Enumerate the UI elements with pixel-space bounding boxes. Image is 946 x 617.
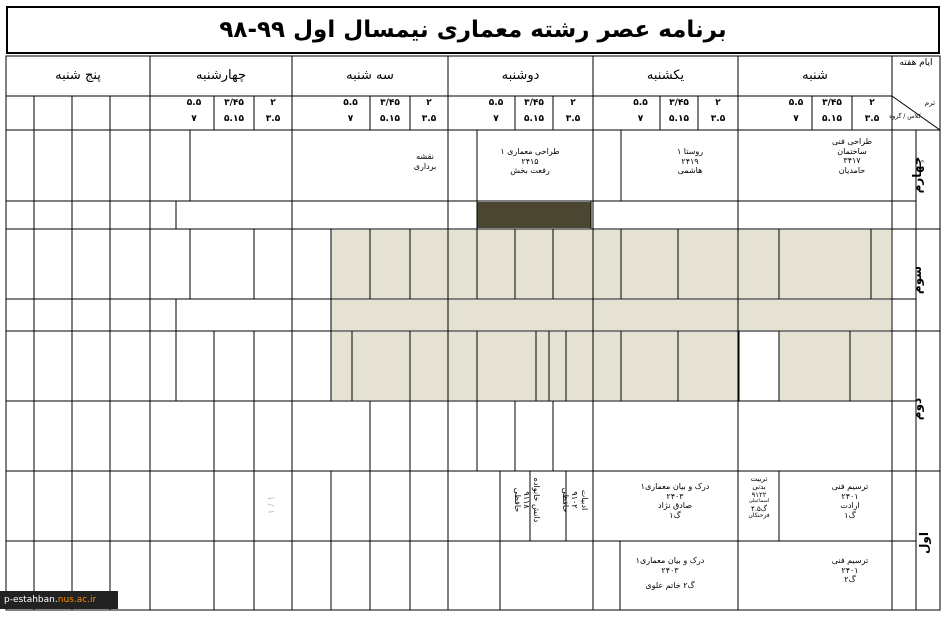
slot-time: ۵.۵ bbox=[633, 98, 648, 108]
slot-time: ۷ bbox=[191, 114, 197, 124]
group-label: کلاس / گروه bbox=[889, 113, 921, 120]
slot-time: ۷ bbox=[493, 114, 499, 124]
course-cell: نقشه برداری bbox=[413, 152, 437, 171]
term-label: ترم bbox=[924, 99, 936, 107]
slot-time: ۵.۵ bbox=[186, 98, 202, 108]
day-saturday: شنبه bbox=[802, 68, 828, 83]
course-cell: ادبیات ۹۱۰۲ حافظی bbox=[560, 487, 589, 513]
course-cell: ترسیم فنی ۲۴۰۱ ارادت گ۱ bbox=[831, 482, 869, 520]
course-cell: ترسیم فنی ۲۴۰۱ گ۲ bbox=[831, 556, 869, 585]
slot-time: ۵.۱۵ bbox=[669, 114, 689, 124]
slot-time: ۵.۱۵ bbox=[380, 114, 400, 124]
slot-time: ۵.۱۵ bbox=[524, 114, 544, 124]
course-cell: طراحی معماری ۱ ۲۴۱۵ رفعت بخش bbox=[500, 147, 560, 176]
watermark-prefix: p-estahban. bbox=[4, 595, 58, 605]
page-title: برنامه عصر رشته معماری نیمسال اول ۹۹-۹۸ bbox=[6, 6, 940, 54]
slot-time: ۵.۱۵ bbox=[224, 114, 244, 124]
term-label-3: سوم bbox=[910, 265, 924, 295]
slot-time: ۳.۵ bbox=[864, 114, 880, 124]
term-label-2: دوم bbox=[910, 397, 924, 421]
slot-time: ۷ bbox=[637, 114, 644, 124]
shaded-row-t3b bbox=[331, 300, 891, 330]
days-label: ایام هفته bbox=[899, 58, 933, 68]
slot-time: ۳.۵ bbox=[710, 114, 726, 124]
course-cell: درک و بیان معماری۱ ۲۴۰۳ گ۲ خاتم علوی bbox=[635, 556, 705, 591]
slot-time: ۳.۵ bbox=[565, 114, 581, 124]
slot-time: ۲ bbox=[570, 98, 576, 108]
slot-time: ۵.۵ bbox=[488, 98, 504, 108]
term-label-4: چهارم bbox=[910, 156, 924, 194]
day-wednesday: چهارشنبه bbox=[196, 68, 246, 83]
day-monday: دوشنبه bbox=[501, 68, 540, 83]
day-thursday: پنج شنبه bbox=[55, 68, 101, 83]
slot-time: ۷ bbox=[347, 114, 354, 124]
course-cell: دانش خانواده ۹۱۱۸ حافظی bbox=[512, 477, 541, 523]
white-cell bbox=[739, 332, 779, 400]
slot-time: ۲ bbox=[270, 98, 276, 108]
day-tuesday: سه شنبه bbox=[346, 68, 394, 83]
slot-time: ۷ bbox=[793, 114, 799, 124]
slot-time: ۲ bbox=[426, 98, 432, 108]
slot-time: ۲ bbox=[715, 98, 721, 108]
shaded-blocks bbox=[331, 202, 891, 400]
term-label-1: اول bbox=[917, 532, 931, 554]
slot-time: ۵.۵ bbox=[788, 98, 804, 108]
shaded-row-t2a bbox=[331, 332, 891, 400]
watermark-domain: nus.ac.ir bbox=[57, 595, 97, 605]
course-cell: تربیت بدنی ۹۱۲۲ اسماعیلی گ۴.۵ فرحنکان bbox=[748, 475, 770, 519]
slot-time: ۳/۴۵ bbox=[524, 98, 544, 108]
slot-time: ۳/۴۵ bbox=[669, 98, 689, 108]
slot-time: ۳/۴۵ bbox=[822, 98, 842, 108]
dark-cell bbox=[477, 202, 591, 228]
slot-time: ۳.۵ bbox=[421, 114, 437, 124]
slot-time: ۳/۴۵ bbox=[380, 98, 400, 108]
slot-time: ۳.۵ bbox=[265, 114, 281, 124]
course-cell: روستا ۱ ۲۴۱۹ هاشمی bbox=[676, 147, 704, 176]
shaded-row-t3a bbox=[331, 230, 891, 298]
site-watermark bbox=[0, 591, 118, 609]
day-sunday: یکشنبه bbox=[646, 68, 685, 83]
slot-time: ۳/۴۵ bbox=[224, 98, 244, 108]
slot-time: ۲ bbox=[869, 98, 875, 108]
slot-time: ۵.۱۵ bbox=[822, 114, 842, 124]
slot-time: ۵.۵ bbox=[343, 98, 358, 108]
course-cell: طراحی فنی ساختمان ۳۴۱۷ حامدیان bbox=[831, 137, 873, 175]
course-cell: درک و بیان معماری۱ ۲۴۰۳ صادق نژاد گ۱ bbox=[640, 482, 710, 520]
faded-mark: ۱ / ۱ bbox=[265, 495, 275, 515]
